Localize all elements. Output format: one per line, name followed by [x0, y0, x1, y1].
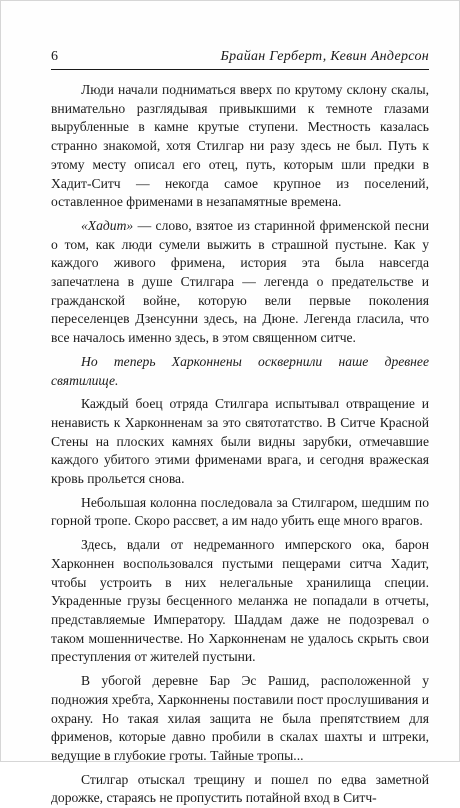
- paragraph-3-italic: Но теперь Харконнены осквернили наше древнее святилище.: [51, 353, 429, 388]
- page-number: 6: [51, 49, 58, 64]
- paragraph-2-lead: «Хадит»: [81, 217, 134, 233]
- paragraph-2: [51, 217, 429, 348]
- paragraph-6: Здесь, вдали от недреманного имперского ока, барон Харконнен воспользовался пустыми пещерами ситча Хадит, чтобы устроить в них нелегальные хранилища специи. Украденные грузы бесценного меланжа не попадали в отчеты, представляемые Императору. Шаддам даже не подозревал о таком мошенничестве. Но Харконненам не удалось скрыть свои преступления от жителей пустыни.: [51, 537, 429, 665]
- paragraph-5: Небольшая колонна последовала за Стилгаром, шедшим по горной тропе. Скоро рассвет, а им надо убить еще много врагов.: [51, 494, 429, 529]
- running-head-authors: Брайан Герберт, Кевин Андерсон: [220, 49, 429, 64]
- paragraph-4: Каждый боец отряда Стилгара испытывал отвращение и ненависть к Харконненам за это святотатство. В Ситче Красной Стены на плоских камнях были видны зарубки, отмечавшие каждого убитого этими фрименами врага, и сегодня вражеская кровь прольется снова.: [51, 396, 429, 487]
- paragraph-2-text: — слово, взятое из старинной фрименской песни о том, как люди сумели выжить в страшной пустыне. Как у каждого живого фримена, история эта была навсегда запечатлена в душе Стилгара — легенда о предательстве и гражданской войне, которую вели первые поколения переселенцев Дзенсунни здесь, на Дюне. Легенда гласила, что все началось именно здесь, в этом священном ситче.: [51, 217, 429, 346]
- paragraph-8: Стилгар отыскал трещину и пошел по едва заметной дорожке, стараясь не пропустить потайной вход в Ситч-: [51, 771, 429, 806]
- paragraph-7: В убогой деревне Бар Эс Рашид, расположенной у подножия хребта, Харконнены поставили пост прослушивания и охрану. Но такая хилая защита не была препятствием для фрименов, которые давно пробили в скалах шахты и штреки, ведущие в глубокие гроты. Тайные тропы...: [51, 673, 429, 763]
- page-header: [51, 49, 429, 70]
- body-text: [51, 81, 429, 808]
- paragraph-1: Люди начали подниматься вверх по крутому склону скалы, внимательно разглядывая привыкшими к темноте глазами вырубленные в камне крутые ступени. Местность казалась странно знакомой, хотя Стилгар ни разу здесь не был. Путь к этому месту описал его отец, путь, которым шли предки в Хадит-Ситч — некогда самое крупное из поселений, оставленное фрименами в незапамятные времена.: [51, 82, 429, 210]
